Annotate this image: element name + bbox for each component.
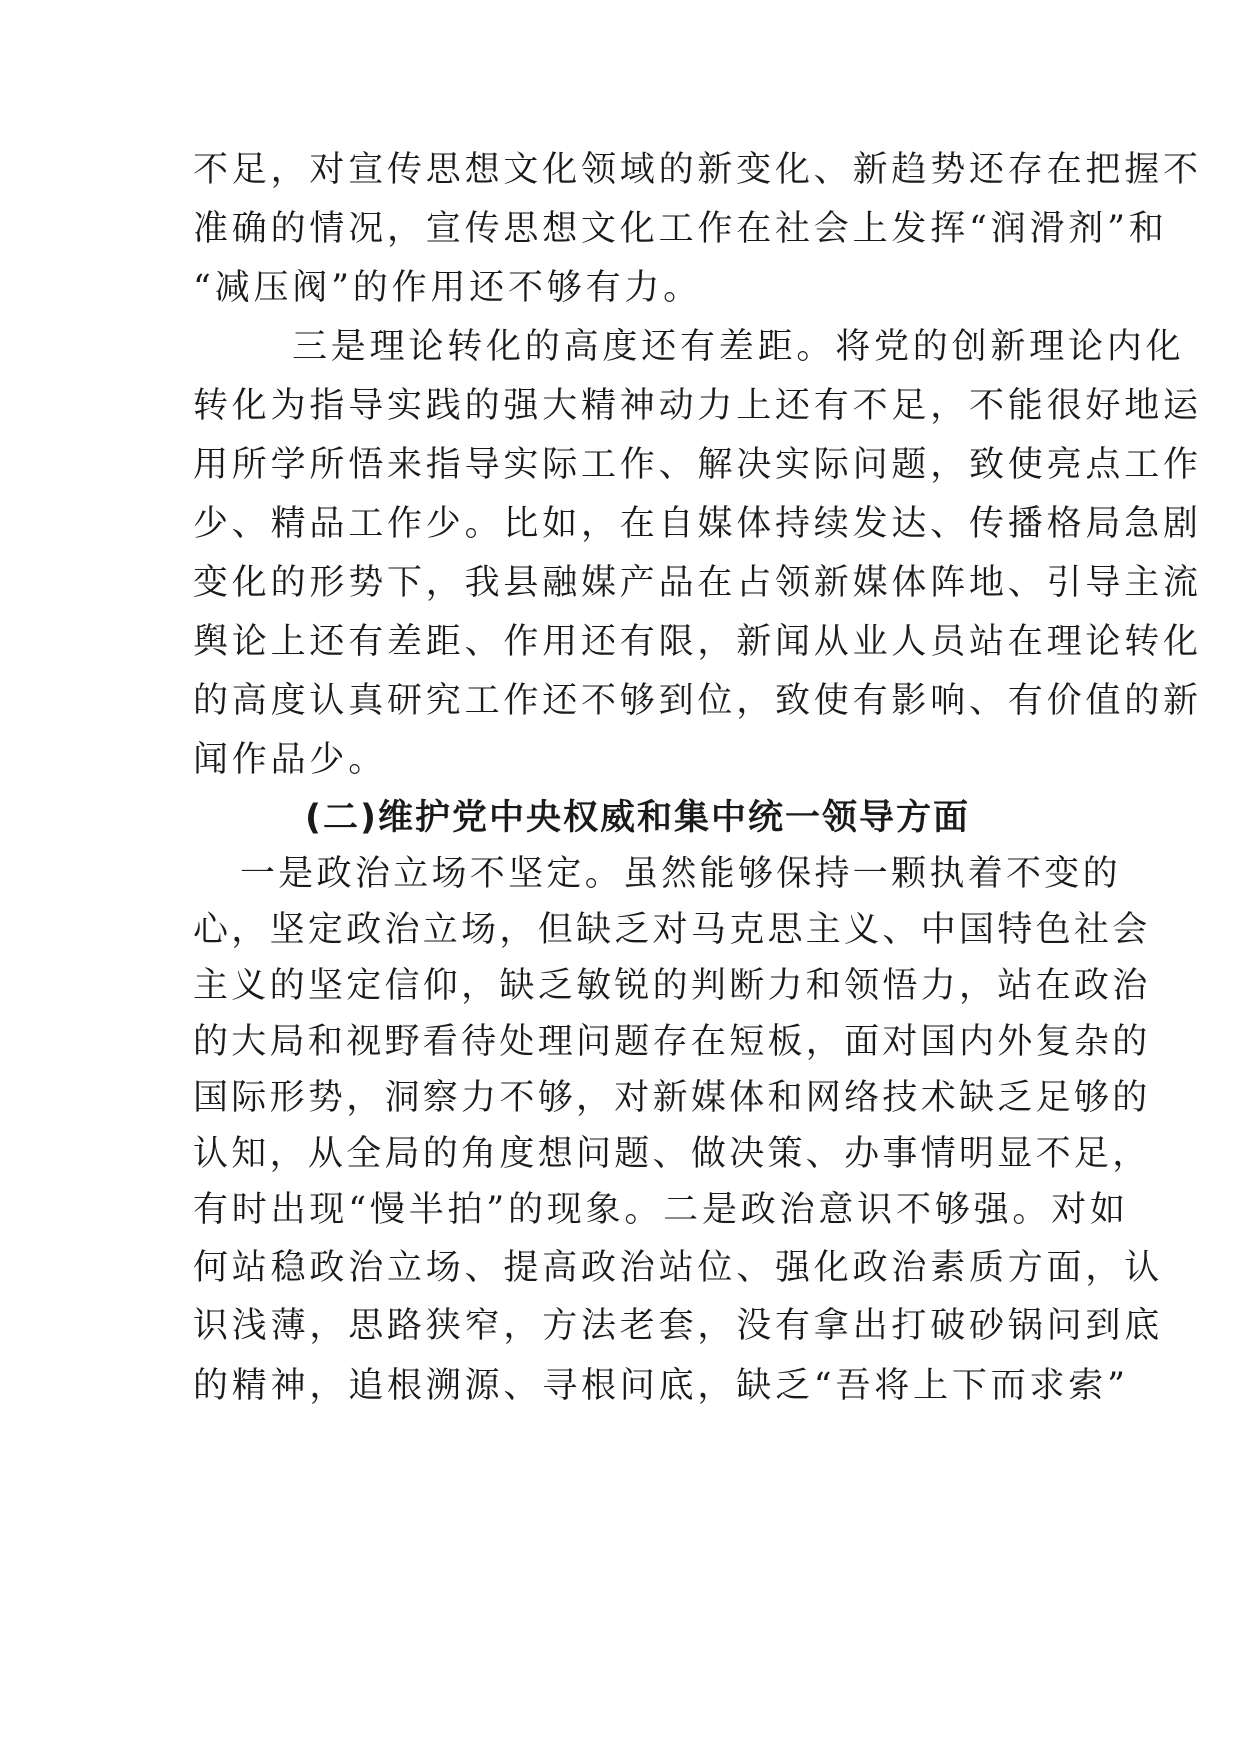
paragraph-2-line-5: 变化的形势下，我县融媒产品在占领新媒体阵地、引导主流 — [193, 563, 1202, 603]
paragraph-2-line-3: 用所学所悟来指导实际工作、解决实际问题，致使亮点工作 — [193, 445, 1202, 485]
paragraph-2-line-1: 三是理论转化的高度还有差距。将党的创新理论内化 — [292, 327, 1185, 367]
paragraph-3-line-1: 一是政治立场不坚定。虽然能够保持一颗执着不变的 — [240, 854, 1121, 894]
paragraph-3-line-8: 何站稳政治立场、提高政治站位、强化政治素质方面，认 — [193, 1248, 1164, 1288]
section-heading: (二)维护党中央权威和集中统一领导方面 — [305, 798, 970, 838]
paragraph-1-line-1: 不足，对宣传思想文化领域的新变化、新趋势还存在把握不 — [193, 150, 1202, 190]
paragraph-2-line-6: 舆论上还有差距、作用还有限，新闻从业人员站在理论转化 — [193, 622, 1202, 662]
paragraph-1-line-3: “减压阀”的作用还不够有力。 — [193, 268, 702, 308]
paragraph-2-line-8: 闻作品少。 — [193, 740, 388, 780]
paragraph-2-line-7: 的高度认真研究工作还不够到位，致使有影响、有价值的新 — [193, 681, 1202, 721]
paragraph-3-line-6: 认知，从全局的角度想问题、做决策、办事情明显不足， — [193, 1134, 1151, 1174]
paragraph-3-line-5: 国际形势，洞察力不够，对新媒体和网络技术缺乏足够的 — [193, 1078, 1151, 1118]
paragraph-3-line-10: 的精神，追根溯源、寻根问底，缺乏“吾将上下而求索” — [193, 1366, 1129, 1406]
paragraph-2-line-2: 转化为指导实践的强大精神动力上还有不足，不能很好地运 — [193, 386, 1202, 426]
paragraph-3-line-7: 有时出现“慢半拍”的现象。二是政治意识不够强。对如 — [193, 1190, 1129, 1230]
paragraph-1-line-2: 准确的情况，宣传思想文化工作在社会上发挥“润滑剂”和 — [193, 209, 1168, 249]
paragraph-3-line-9: 识浅薄，思路狭窄，方法老套，没有拿出打破砂锅问到底 — [193, 1306, 1164, 1346]
paragraph-3-line-2: 心，坚定政治立场，但缺乏对马克思主义、中国特色社会 — [193, 910, 1151, 950]
paragraph-2-line-4: 少、精品工作少。比如，在自媒体持续发达、传播格局急剧 — [193, 504, 1202, 544]
paragraph-3-line-3: 主义的坚定信仰，缺乏敏锐的判断力和领悟力，站在政治 — [193, 966, 1151, 1006]
paragraph-3-line-4: 的大局和视野看待处理问题存在短板，面对国内外复杂的 — [193, 1022, 1151, 1062]
